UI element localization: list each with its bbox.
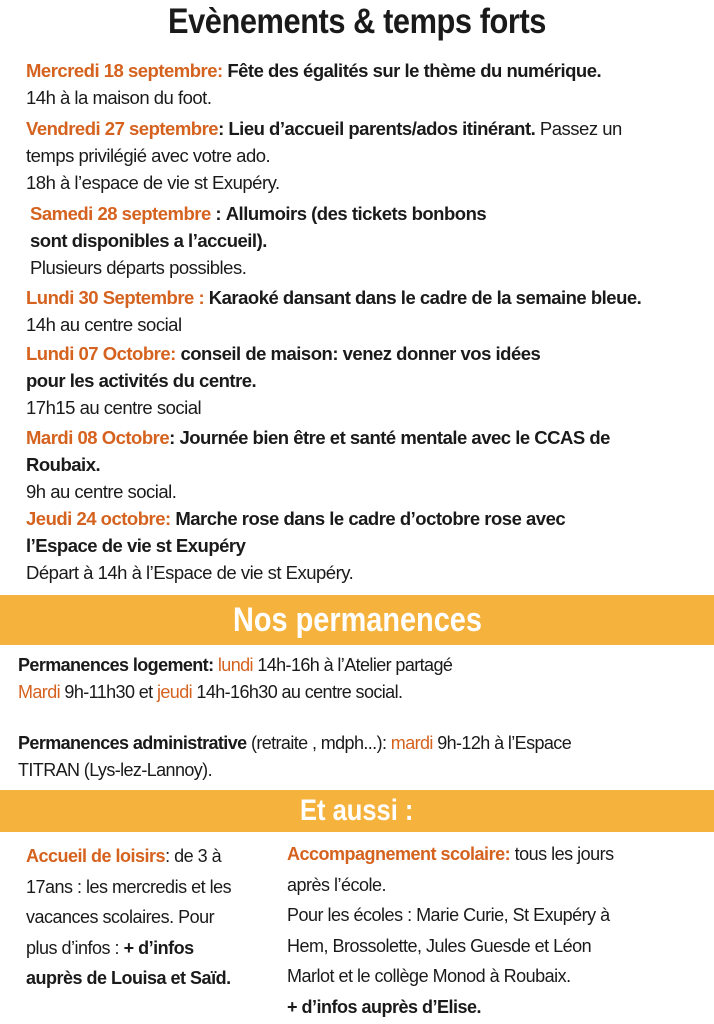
event-info: Plusieurs départs possibles.: [30, 257, 247, 278]
permanence-day: Mardi: [18, 682, 61, 702]
permanence-time: 14h-16h30 au centre social.: [196, 682, 403, 702]
event-description: Lieu d’accueil parents/ados itinérant.: [228, 118, 536, 139]
event-date: Mercredi 18 septembre:: [26, 60, 223, 81]
permanence-day: lundi: [217, 655, 253, 675]
activity-text: après l’école.: [287, 874, 387, 895]
event-description: conseil de maison: venez donner vos idées: [180, 343, 541, 364]
permanence-day: jeudi: [156, 682, 193, 702]
event-item: [26, 340, 540, 421]
activity-text: Hem, Brossolette, Jules Guesde et Léon: [287, 935, 592, 956]
accompagnement-scolaire-block: [287, 839, 614, 1022]
permanence-administrative: [18, 730, 571, 784]
aussi-heading: Et aussi :: [300, 794, 414, 827]
event-info: 18h à l’espace de vie st Exupéry.: [26, 172, 280, 193]
activity-more-info: auprès de Louisa et Saïd.: [26, 968, 231, 988]
event-date-separator: :: [215, 203, 222, 224]
event-description: l’Espace de vie st Exupéry: [26, 535, 246, 556]
event-info: Départ à 14h à l’Espace de vie st Exupéry.: [26, 562, 354, 583]
event-info: 14h au centre social: [26, 314, 182, 335]
activity-more-info: + d’infos auprès d’Elise.: [287, 996, 482, 1017]
event-description: Allumoirs (des tickets bonbons: [225, 203, 487, 224]
event-date: Mardi 08 Octobre: [26, 427, 170, 448]
permanence-details: (retraite , mdph...):: [250, 733, 387, 753]
activity-text: Marlot et le collège Monod à Roubaix.: [287, 966, 571, 986]
permanence-time: 9h-12h à l’Espace: [437, 733, 572, 753]
event-item: [26, 284, 641, 338]
event-info: 17h15 au centre social: [26, 397, 202, 418]
event-description: Fête des égalités sur le thème du numérique.: [227, 60, 602, 81]
event-date: Samedi 28 septembre: [30, 203, 211, 224]
event-description: Karaoké dansant dans le cadre de la semaine bleue.: [208, 287, 642, 308]
permanence-place: TITRAN (Lys-lez-Lannoy).: [18, 760, 212, 780]
event-description-extra: temps privilégié avec votre ado.: [26, 145, 271, 166]
event-description: Journée bien être et santé mentale avec le CCAS de: [179, 427, 610, 448]
event-item: [30, 200, 486, 281]
event-description: Roubaix.: [26, 454, 101, 475]
activity-text: tous les jours: [514, 844, 614, 864]
accueil-loisirs-block: [26, 841, 231, 994]
activity-text: 17ans : les mercredis et les: [26, 876, 232, 897]
permanence-day: mardi: [390, 733, 433, 753]
event-description: sont disponibles a l’accueil).: [30, 230, 267, 251]
activity-text: plus d’infos :: [26, 937, 120, 958]
activity-more-info: + d’infos: [123, 937, 194, 958]
permanence-label: Permanences administrative: [18, 733, 247, 753]
event-item: [26, 115, 622, 196]
activity-text: vacances scolaires. Pour: [26, 907, 215, 927]
event-item: [26, 505, 565, 586]
event-item: [26, 57, 601, 111]
event-date: Vendredi 27 septembre: [26, 118, 219, 139]
activity-label: Accueil de loisirs: [26, 846, 166, 866]
event-description: Marche rose dans le cadre d’octobre rose avec: [175, 508, 566, 529]
event-description: pour les activités du centre.: [26, 370, 257, 391]
permanence-logement: [18, 652, 452, 706]
aussi-banner: [0, 790, 714, 832]
event-date: Jeudi 24 octobre:: [26, 508, 171, 529]
event-info: 14h à la maison du foot.: [26, 87, 212, 108]
permanences-heading: Nos permanences: [232, 601, 482, 639]
permanences-banner: [0, 595, 714, 645]
event-item: [26, 424, 610, 505]
activity-text: : de 3 à: [165, 846, 222, 866]
event-date: Lundi 07 Octobre:: [26, 343, 176, 364]
permanence-label: Permanences logement:: [18, 655, 214, 675]
permanence-time: 9h-11h30 et: [64, 682, 153, 702]
event-date-separator: :: [169, 427, 175, 448]
page-title: Evènements & temps forts: [168, 2, 546, 41]
activity-text: Pour les écoles : Marie Curie, St Exupéry à: [287, 905, 610, 925]
event-date-separator: :: [218, 118, 224, 139]
event-info: 9h au centre social.: [26, 481, 177, 502]
event-description-extra: Passez un: [539, 118, 622, 139]
event-date: Lundi 30 Septembre :: [26, 287, 205, 308]
permanence-time: 14h-16h à l’Atelier partagé: [257, 655, 453, 675]
activity-label: Accompagnement scolaire:: [287, 844, 511, 864]
